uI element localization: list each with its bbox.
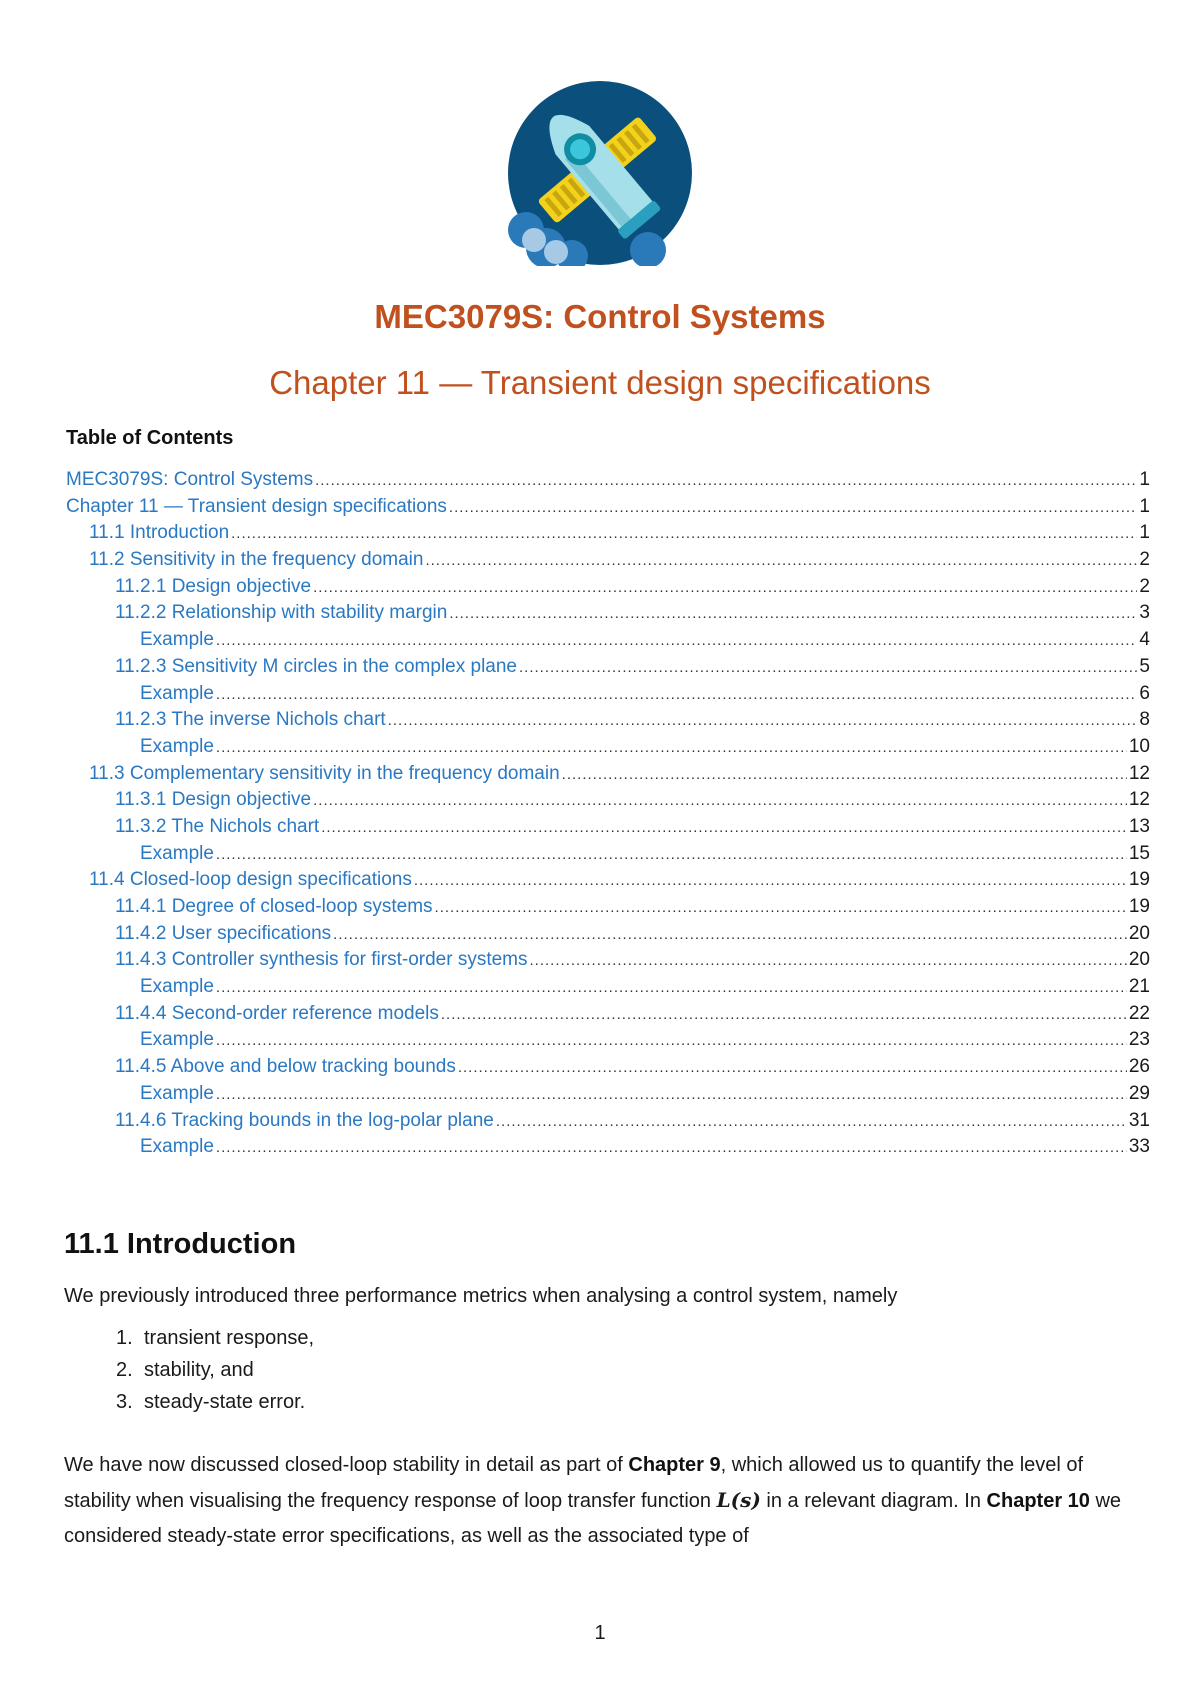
toc-entry-page: 1 (1139, 495, 1150, 517)
toc-entry[interactable] (66, 681, 1150, 708)
toc-entry-page: 21 (1128, 976, 1150, 998)
toc-entry-title[interactable]: 11.3.1 Design objective (115, 789, 312, 811)
toc-leader-dots (216, 1028, 1127, 1055)
toc-leader-dots (216, 628, 1138, 655)
toc-entry-page: 6 (1139, 682, 1150, 704)
intro-paragraph: We previously introduced three performance metrics when analysing a control system, namely (64, 1285, 898, 1307)
toc-entry-page: 19 (1128, 869, 1150, 891)
list-item: 1. transient response, (116, 1327, 315, 1349)
toc-leader-dots (216, 842, 1127, 869)
toc-entry[interactable] (66, 1134, 1150, 1161)
toc-leader-dots (231, 521, 1137, 548)
toc-entry-title[interactable]: 11.2.3 Sensitivity M circles in the complex plane (115, 655, 517, 677)
toc-leader-dots (216, 1135, 1127, 1162)
toc-leader-dots (562, 762, 1127, 789)
toc-leader-dots (441, 1002, 1127, 1029)
toc-leader-dots (449, 601, 1137, 628)
toc-leader-dots (530, 948, 1127, 975)
toc-entry-title[interactable]: 11.1 Introduction (89, 522, 230, 544)
rocket-icon (498, 80, 702, 266)
math-L-of-s: L(s) (716, 1488, 761, 1512)
toc-entry[interactable] (66, 654, 1150, 681)
toc-entry-title[interactable]: 11.4.3 Controller synthesis for first-order systems (115, 949, 528, 971)
toc-entry-title[interactable]: 11.4 Closed-loop design specifications (89, 869, 412, 891)
toc-leader-dots (333, 922, 1127, 949)
toc-entry-title[interactable]: Example (140, 682, 214, 704)
toc-leader-dots (321, 815, 1127, 842)
toc-entry-title[interactable]: Chapter 11 — Transient design specifications (66, 495, 447, 517)
toc-entry-title[interactable]: 11.4.5 Above and below tracking bounds (115, 1056, 456, 1078)
toc-entry-title[interactable]: Example (140, 735, 214, 757)
chapter-title: Chapter 11 — Transient design specifications (269, 364, 931, 401)
toc-entry-page: 23 (1128, 1029, 1150, 1051)
toc-entry-page: 20 (1128, 949, 1150, 971)
toc-entry-title[interactable]: 11.4.4 Second-order reference models (115, 1002, 439, 1024)
toc-entry-title[interactable]: Example (140, 976, 214, 998)
toc-entry-title[interactable]: 11.2.3 The inverse Nichols chart (115, 709, 386, 731)
performance-metrics-list (116, 1322, 314, 1418)
toc-leader-dots (435, 895, 1127, 922)
toc-entry[interactable] (66, 1081, 1150, 1108)
toc-entry[interactable] (66, 894, 1150, 921)
toc-entry-title[interactable]: 11.4.6 Tracking bounds in the log-polar plane (115, 1109, 494, 1131)
toc-entry[interactable] (66, 574, 1150, 601)
toc-entry-title[interactable]: Example (140, 1082, 214, 1104)
chapter-9-reference: Chapter 9 (628, 1454, 721, 1476)
toc-leader-dots (315, 468, 1137, 495)
toc-entry-page: 33 (1128, 1136, 1150, 1158)
section-heading: 11.1 Introduction (64, 1228, 297, 1260)
toc-entry-page: 12 (1128, 789, 1150, 811)
toc-entry[interactable] (66, 627, 1150, 654)
toc-entry[interactable] (66, 947, 1150, 974)
toc-entry[interactable] (66, 600, 1150, 627)
list-item: 2. stability, and (116, 1359, 254, 1381)
toc-entry-page: 10 (1128, 735, 1150, 757)
toc-entry[interactable] (66, 1027, 1150, 1054)
toc-entry[interactable] (66, 1001, 1150, 1028)
toc-entry-page: 2 (1139, 575, 1150, 597)
toc-entry-page: 31 (1128, 1109, 1150, 1131)
toc-leader-dots (216, 1082, 1127, 1109)
toc-entry[interactable] (66, 867, 1150, 894)
document-title: MEC3079S: Control Systems (374, 298, 826, 335)
page-number: 1 (594, 1622, 606, 1644)
toc-leader-dots (313, 575, 1137, 602)
toc-entry[interactable] (66, 467, 1150, 494)
toc-leader-dots (388, 708, 1138, 735)
toc-entry-page: 4 (1139, 629, 1150, 651)
toc-entry-title[interactable]: 11.4.1 Degree of closed-loop systems (115, 896, 433, 917)
toc-entry-page: 26 (1128, 1056, 1150, 1078)
toc-entry[interactable] (66, 1108, 1150, 1135)
toc-entry-page: 20 (1128, 922, 1150, 944)
toc-entry-page: 29 (1128, 1082, 1150, 1104)
toc-entry[interactable] (66, 494, 1150, 521)
body-paragraph: We have now discussed closed-loop stability in detail as part of Chapter 9, which allowed us to quantify the level of stability when visualising the frequency response of loop transfer function L(s) in a relevant diagram. In Chapter 10 we considered steady-state error specifications, as well as the associated type of (64, 1454, 1122, 1547)
toc-leader-dots (216, 682, 1138, 709)
toc-entry-title[interactable]: 11.2.2 Relationship with stability margin (115, 602, 448, 624)
toc-entry[interactable] (66, 841, 1150, 868)
toc-leader-dots (496, 1109, 1127, 1136)
toc-leader-dots (425, 548, 1137, 575)
toc-entry-title[interactable]: Example (140, 629, 214, 651)
toc-entry-page: 15 (1128, 842, 1150, 864)
toc-entry-page: 8 (1139, 709, 1150, 731)
toc-leader-dots (216, 735, 1127, 762)
toc-entry[interactable] (66, 814, 1150, 841)
toc-entry-title[interactable]: 11.3 Complementary sensitivity in the frequency domain (89, 762, 560, 784)
toc-entry-title[interactable]: 11.3.2 The Nichols chart (115, 815, 320, 837)
toc-leader-dots (313, 788, 1127, 815)
toc-entry-title[interactable]: Example (140, 1029, 214, 1051)
toc-entry-page: 22 (1128, 1002, 1150, 1024)
toc-entry[interactable] (66, 1054, 1150, 1081)
list-item: 3. steady-state error. (116, 1391, 306, 1413)
toc-entry[interactable] (66, 734, 1150, 761)
toc-entry-title[interactable]: 11.4.2 User specifications (115, 922, 332, 944)
toc-leader-dots (449, 495, 1138, 522)
toc-entry-page: 12 (1128, 762, 1150, 784)
toc-entry[interactable] (66, 547, 1150, 574)
table-of-contents (66, 467, 1150, 1161)
toc-entry-page: 2 (1139, 549, 1150, 571)
toc-entry[interactable] (66, 974, 1150, 1001)
toc-entry-page: 5 (1139, 655, 1150, 677)
toc-entry-page: 3 (1139, 602, 1150, 624)
toc-entry-title[interactable]: Example (140, 1136, 214, 1158)
toc-entry[interactable] (66, 707, 1150, 734)
toc-leader-dots (519, 655, 1137, 682)
toc-leader-dots (458, 1055, 1127, 1082)
toc-entry-page: 19 (1128, 896, 1150, 917)
toc-entry[interactable] (66, 921, 1150, 948)
toc-entry[interactable] (66, 520, 1150, 547)
toc-entry-page: 1 (1139, 469, 1150, 490)
toc-entry-title[interactable]: 11.2 Sensitivity in the frequency domain (89, 549, 424, 571)
toc-entry-title[interactable]: Example (140, 842, 214, 864)
chapter-10-reference: Chapter 10 (986, 1490, 1090, 1512)
toc-entry-page: 13 (1128, 815, 1150, 837)
toc-entry[interactable] (66, 787, 1150, 814)
toc-leader-dots (414, 868, 1127, 895)
toc-entry[interactable] (66, 761, 1150, 788)
toc-leader-dots (216, 975, 1127, 1002)
toc-heading: Table of Contents (66, 427, 234, 449)
toc-entry-title[interactable]: MEC3079S: Control Systems (66, 469, 314, 490)
toc-entry-title[interactable]: 11.2.1 Design objective (115, 575, 312, 597)
toc-entry-page: 1 (1139, 522, 1150, 544)
